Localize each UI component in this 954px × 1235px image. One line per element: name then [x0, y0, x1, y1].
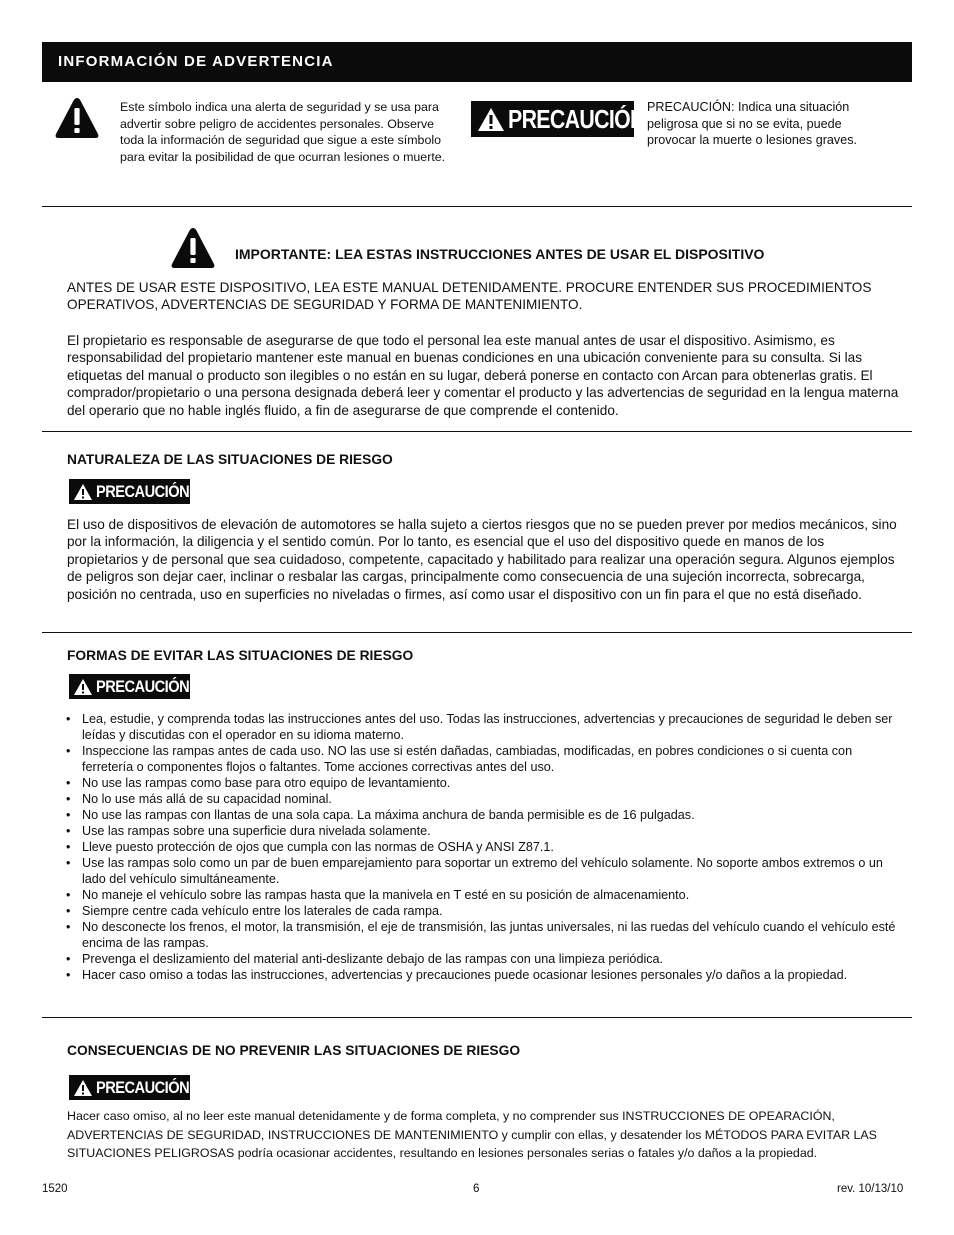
- safety-symbol-description: Este símbolo indica una alerta de seguridad y se usa para advertir sobre peligro de accidentes personales. Observe toda la información de seguridad que sigue a este símbolo para evitar la posibilidad de que ocurran lesiones o muerte.: [120, 100, 446, 164]
- footer-revision: rev. 10/13/10: [837, 1183, 904, 1195]
- caution-badge: [69, 479, 190, 504]
- list-item: • No maneje el vehículo sobre las rampas hasta que la manivela en T esté en su posición de almacenamiento.: [66, 887, 898, 903]
- caution-badge-large: [471, 101, 645, 137]
- list-item: • Lea, estudie, y comprenda todas las instrucciones antes del uso. Todas las instrucciones, advertencias y precauciones de seguridad le deben ser leídas y discutidas con el operador en su idioma materno.: [66, 711, 898, 743]
- divider: [42, 632, 912, 633]
- list-item: • No use las rampas como base para otro equipo de levantamiento.: [66, 775, 898, 791]
- consequences-paragraph: Hacer caso omiso, al no leer este manual detenidamente y de forma completa, y no comprender sus INSTRUCCIONES DE OPEARACIÓN, ADVERTENCIAS DE SEGURIDAD, INSTRUCCIONES DE MANTENIMIENTO y cumplir con ellas, y desatender los MÉTODOS PARA EVITAR LAS SITUACIONES PELIGROSAS podría ocasionar accidentes, resultando en lesiones personales serias o fatales y/o daños a la propiedad.: [67, 1109, 877, 1160]
- list-item: • No desconecte los frenos, el motor, la transmisión, el eje de transmisión, las juntas universales, ni las ruedas del vehículo cuando el vehículo esté encima de las rampas.: [66, 919, 898, 951]
- list-item: • Use las rampas sobre una superficie dura nivelada solamente.: [66, 823, 898, 839]
- list-item: • No use las rampas con llantas de una sola capa. La máxima anchura de banda permisible es de 16 pulgadas.: [66, 807, 898, 823]
- section-header-title: INFORMACIÓN DE ADVERTENCIA: [58, 53, 334, 70]
- nature-paragraph: El uso de dispositivos de elevación de automotores se halla sujeto a ciertos riesgos que no se pueden prever por medios mecánicos, sino por la información, la diligencia y el sentido común. Por lo tanto, es esencial que el uso del dispositivo quede en manos de los propietarios y de personal que sea cuidadoso, competente, capacitado y habilitado para realizar una operación segura. Algunos ejemplos de peligros son dejar caer, inclinar o resbalar las cargas, principalmente como consecuencia de una sujeción incorrecta, sobrecarga, posición no centrada, uso en superficies no niveladas o firmes, así como usar el dispositivo con un fin para el que no está diseñado.: [67, 517, 897, 602]
- list-item: • Siempre centre cada vehículo entre los laterales de cada rampa.: [66, 903, 898, 919]
- warning-triangle-icon: [73, 678, 93, 696]
- divider: [42, 206, 912, 207]
- list-item: • Hacer caso omiso a todas las instrucciones, advertencias y precauciones puede ocasionar lesiones personales y/o daños a la propiedad.: [66, 967, 898, 983]
- warning-triangle-icon: [73, 1079, 93, 1097]
- section-header-bar: [42, 42, 912, 82]
- important-paragraph-2: El propietario es responsable de asegurarse de que todo el personal lea este manual antes de usar el dispositivo. Asimismo, es responsabilidad del propietario mantener este manual en buenas condiciones en una ubicación conveniente para su consulta. Si las etiquetas del manual o producto son ilegibles o no están en su lugar, deberá ponerse en contacto con Arcan para obtenerlas gratis. El comprador/propietario o una persona designada deberá leer y comentar el producto y las advertencias de seguridad en la lengua materna del operario que no hable inglés fluido, a fin de asegurarse de que comprende el contenido.: [67, 333, 899, 418]
- list-item: • Prevenga el deslizamiento del material anti-deslizante debajo de las rampas con una limpieza periódica.: [66, 951, 898, 967]
- caution-badge: [69, 1075, 190, 1100]
- list-item: • Lleve puesto protección de ojos que cumpla con las normas de OSHA y ANSI Z87.1.: [66, 839, 898, 855]
- list-item: • No lo use más allá de su capacidad nominal.: [66, 791, 898, 807]
- important-heading: IMPORTANTE: LEA ESTAS INSTRUCCIONES ANTES DE USAR EL DISPOSITIVO: [235, 246, 765, 262]
- caution-badge: [69, 674, 190, 699]
- warning-triangle-icon: [54, 96, 100, 140]
- caution-definition: PRECAUCIÓN: Indica una situación peligrosa que si no se evita, puede provocar la muerte o lesiones graves.: [647, 100, 857, 147]
- caution-badge-label: PRECAUCIÓN: [96, 1077, 190, 1097]
- important-paragraph-1: ANTES DE USAR ESTE DISPOSITIVO, LEA ESTE MANUAL DETENIDAMENTE. PROCURE ENTENDER SUS PROCEDIMIENTOS OPERATIVOS, ADVERTENCIAS DE SEGURIDAD Y FORMA DE MANTENIMIENTO.: [67, 280, 872, 313]
- list-item: • Use las rampas solo como un par de buen emparejamiento para soportar un extremo del vehículo solamente. No soporte ambos extremos o un lado del vehículo simultáneamente.: [66, 855, 898, 887]
- warning-triangle-icon: [170, 226, 216, 270]
- divider: [42, 431, 912, 432]
- caution-badge-label: PRECAUCIÓN: [96, 676, 190, 696]
- avoid-list: [66, 711, 898, 983]
- avoid-heading: FORMAS DE EVITAR LAS SITUACIONES DE RIESGO: [67, 648, 414, 663]
- divider: [42, 1017, 912, 1018]
- warning-triangle-icon: [73, 483, 93, 501]
- footer-page-number: 6: [473, 1183, 480, 1195]
- footer-model-number: 1520: [42, 1183, 68, 1195]
- caution-badge-label: PRECAUCIÓN: [508, 103, 645, 134]
- warning-triangle-icon: [477, 107, 505, 132]
- list-item: • Inspeccione las rampas antes de cada uso. NO las use si estén dañadas, cambiadas, modificadas, en pobres condiciones o si cuenta con ferretería o componentes flojos o faltantes. Tome acciones correctivas antes del uso.: [66, 743, 898, 775]
- consequences-heading: CONSECUENCIAS DE NO PREVENIR LAS SITUACIONES DE RIESGO: [67, 1043, 521, 1058]
- nature-heading: NATURALEZA DE LAS SITUACIONES DE RIESGO: [67, 452, 393, 467]
- caution-badge-label: PRECAUCIÓN: [96, 481, 190, 501]
